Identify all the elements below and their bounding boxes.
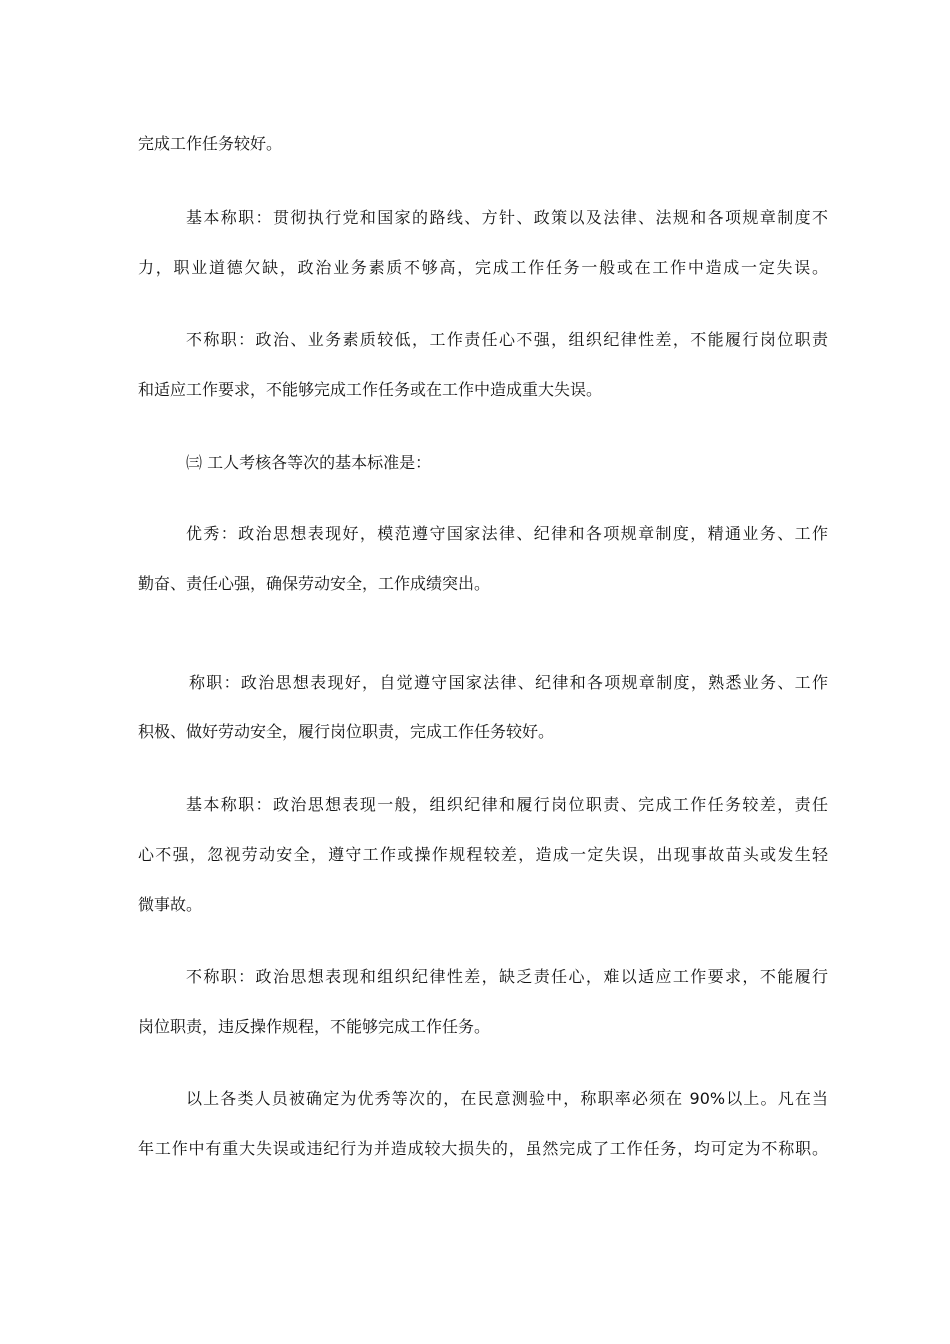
text-line: 勤奋、责任心强，确保劳动安全，工作成绩突出。: [138, 574, 491, 593]
text-line: 心不强，忽视劳动安全，遵守工作或操作规程较差，造成一定失误，出现事故苗头或发生轻: [138, 845, 828, 864]
text-line: 力，职业道德欠缺，政治业务素质不够高，完成工作任务一般或在工作中造成一定失误。: [138, 258, 828, 277]
text-line: 不称职：政治、业务素质较低，工作责任心不强，组织纪律性差，不能履行岗位职责: [186, 330, 828, 349]
text-line: 积极、做好劳动安全，履行岗位职责，完成工作任务较好。: [138, 722, 555, 741]
text-line: 微事故。: [138, 895, 203, 914]
text-line: 优秀：政治思想表现好，模范遵守国家法律、纪律和各项规章制度，精通业务、工作: [186, 524, 828, 543]
text-line: 年工作中有重大失误或违纪行为并造成较大损失的，虽然完成了工作任务，均可定为不称职。: [138, 1139, 828, 1158]
text-line: 以上各类人员被确定为优秀等次的，在民意测验中，称职率必须在 90%以上。凡在当: [186, 1089, 828, 1108]
text-line: 和适应工作要求，不能够完成工作任务或在工作中造成重大失误。: [138, 380, 603, 399]
text-line: 基本称职：贯彻执行党和国家的路线、方针、政策以及法律、法规和各项规章制度不: [186, 208, 828, 227]
text-line: 不称职：政治思想表现和组织纪律性差，缺乏责任心，难以适应工作要求，不能履行: [186, 967, 828, 986]
text-line: 基本称职：政治思想表现一般，组织纪律和履行岗位职责、完成工作任务较差，责任: [186, 795, 828, 814]
text-line: 岗位职责，违反操作规程，不能够完成工作任务。: [138, 1017, 491, 1036]
text-line: 称职：政治思想表现好，自觉遵守国家法律、纪律和各项规章制度，熟悉业务、工作: [189, 673, 828, 692]
section-heading: ㈢ 工人考核各等次的基本标准是：: [186, 453, 432, 472]
text-line: 完成工作任务较好。: [138, 134, 283, 153]
